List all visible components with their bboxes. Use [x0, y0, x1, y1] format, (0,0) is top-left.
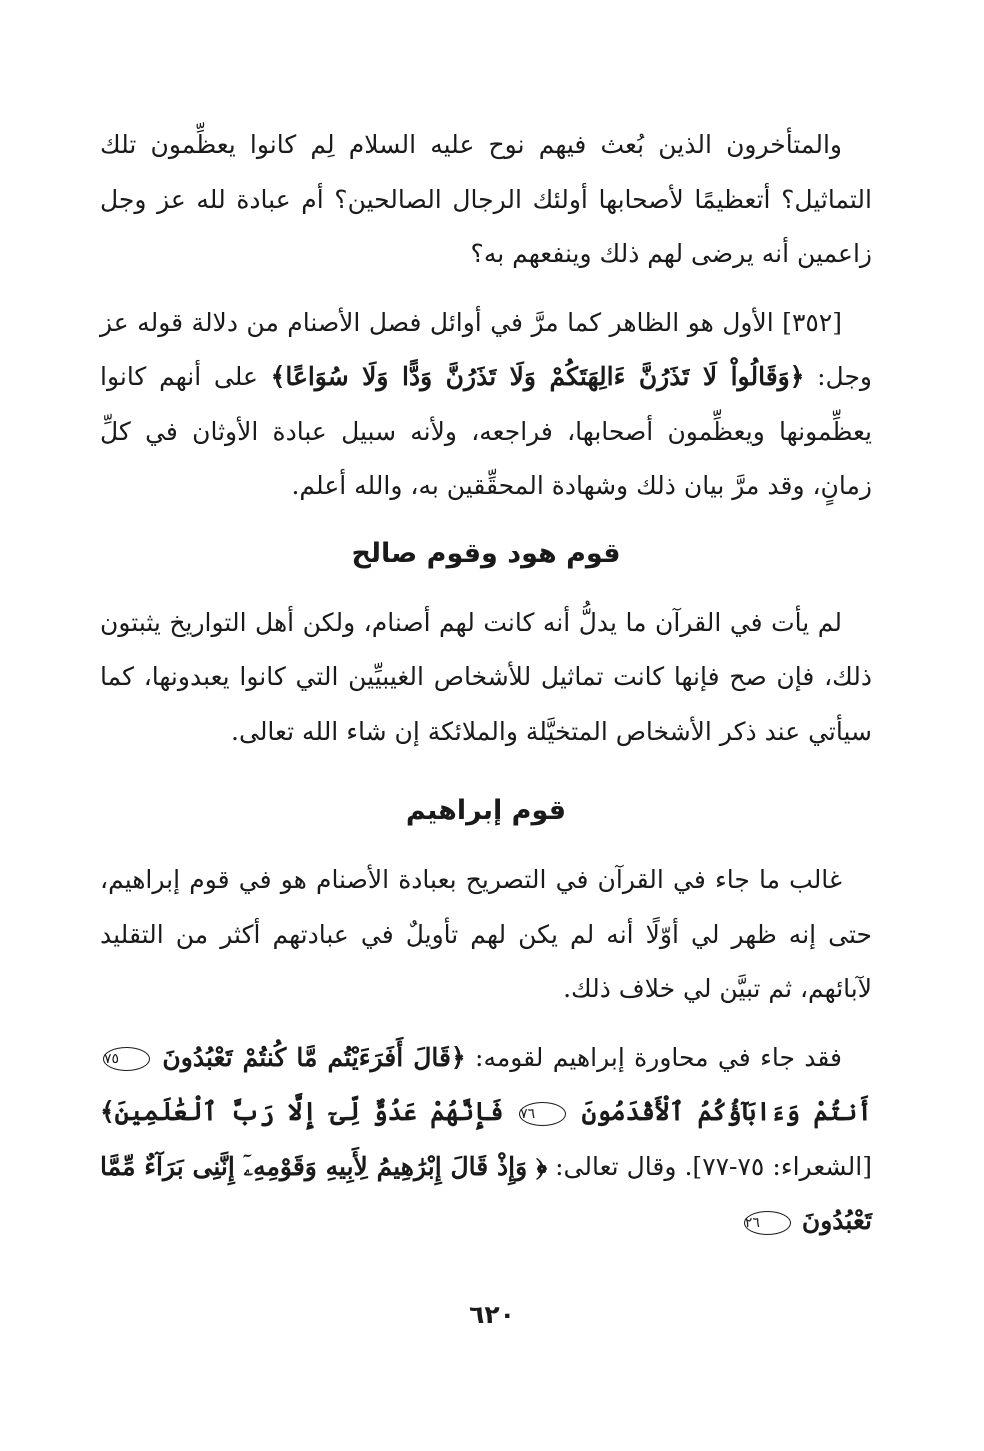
paragraph-text: لم يأت في القرآن ما يدلُّ أنه كانت لهم أصنام، ولكن أهل التواريخ يثبتون ذلك، فإن صح فإنها كانت تماثيل للأشخاص الغيبيِّين التي كانوا يعبدونها، كما سيأتي عند ذكر الأشخاص المتخيَّلة والملائكة إن شاء الله تعالى.	[100, 607, 872, 746]
paragraph-ibrahim-dialogue	[100, 1031, 872, 1249]
page-body	[100, 118, 872, 1249]
quran-verse: فَإِنَّهُمْ عَدُوٌّ لِّىٓ إِلَّا رَبَّ ٱلْعَٰلَمِينَ﴾	[100, 1097, 504, 1126]
paragraph-noah-people	[100, 118, 872, 282]
ayah-number-marker: ٧٦	[519, 1102, 566, 1126]
quran-verse: ﴿قَالَ أَفَرَءَيْتُم مَّا كُنتُمْ تَعْبُدُونَ	[162, 1042, 466, 1072]
section-heading-ibrahim: قوم إبراهيم	[405, 795, 567, 826]
paragraph-ibrahim	[100, 853, 872, 1017]
quran-verse: ﴿ وَإِذْ قَالَ إِبْرَٰهِيمُ لِأَبِيهِ وَقَوْمِهِۦٓ إِنَّنِى بَرَآءٌ مِّمَّا تَعْبُدُونَ	[100, 1151, 872, 1235]
paragraph-hud-salih	[100, 596, 872, 760]
ayah-number-marker: ٧٥	[103, 1047, 150, 1071]
paragraph-text: [٣٥٢] الأول هو الظاهر كما مرَّ في أوائل فصل الأصنام من دلالة قوله عز وجل:	[100, 307, 872, 391]
page-number: ٦٢٠	[469, 1300, 515, 1329]
paragraph-text: غالب ما جاء في القرآن في التصريح بعبادة الأصنام هو في قوم إبراهيم، حتى إنه ظهر لي أوّلًا أنه لم يكن لهم تأويلٌ في عبادتهم أكثر من التقليد لآبائهم، ثم تبيَّن لي خلاف ذلك.	[100, 865, 872, 1003]
paragraph-text: والمتأخرون الذين بُعث فيهم نوح عليه السلام لِم كانوا يعظِّمون تلك التماثيل؟ أتعظيمًا لأصحابها أولئك الرجال الصالحين؟ أم عبادة لله عز وجل زاعمين أنه يرضى لهم ذلك وينفعهم به؟	[100, 130, 872, 268]
paragraph-text: فقد جاء في محاورة إبراهيم لقومه:	[465, 1042, 842, 1072]
paragraph-text: على أنهم كانوا يعظِّمونها ويعظِّمون أصحابها، فراجعه، ولأنه سبيل عبادة الأوثان في كلِّ زمانٍ، وقد مرَّ بيان ذلك وشهادة المحقِّقين به، والله أعلم.	[100, 362, 872, 500]
paragraph-352	[100, 296, 872, 514]
ayah-number-marker: ٢٦	[744, 1211, 791, 1235]
quran-verse: أَنتُمْ وَءَابَآؤُكُمُ ٱلْأَقْدَمُونَ	[581, 1097, 872, 1126]
section-heading-hud-salih: قوم هود وقوم صالح	[351, 537, 621, 569]
quran-verse: ﴿وَقَالُواْ لَا تَذَرُنَّ ءَالِهَتَكُمْ وَلَا تَذَرُنَّ وَدًّا وَلَا سُوَاعًا﴾	[270, 362, 805, 391]
citation-text: [الشعراء: ٧٥-٧٧]. وقال تعالى:	[547, 1151, 873, 1181]
